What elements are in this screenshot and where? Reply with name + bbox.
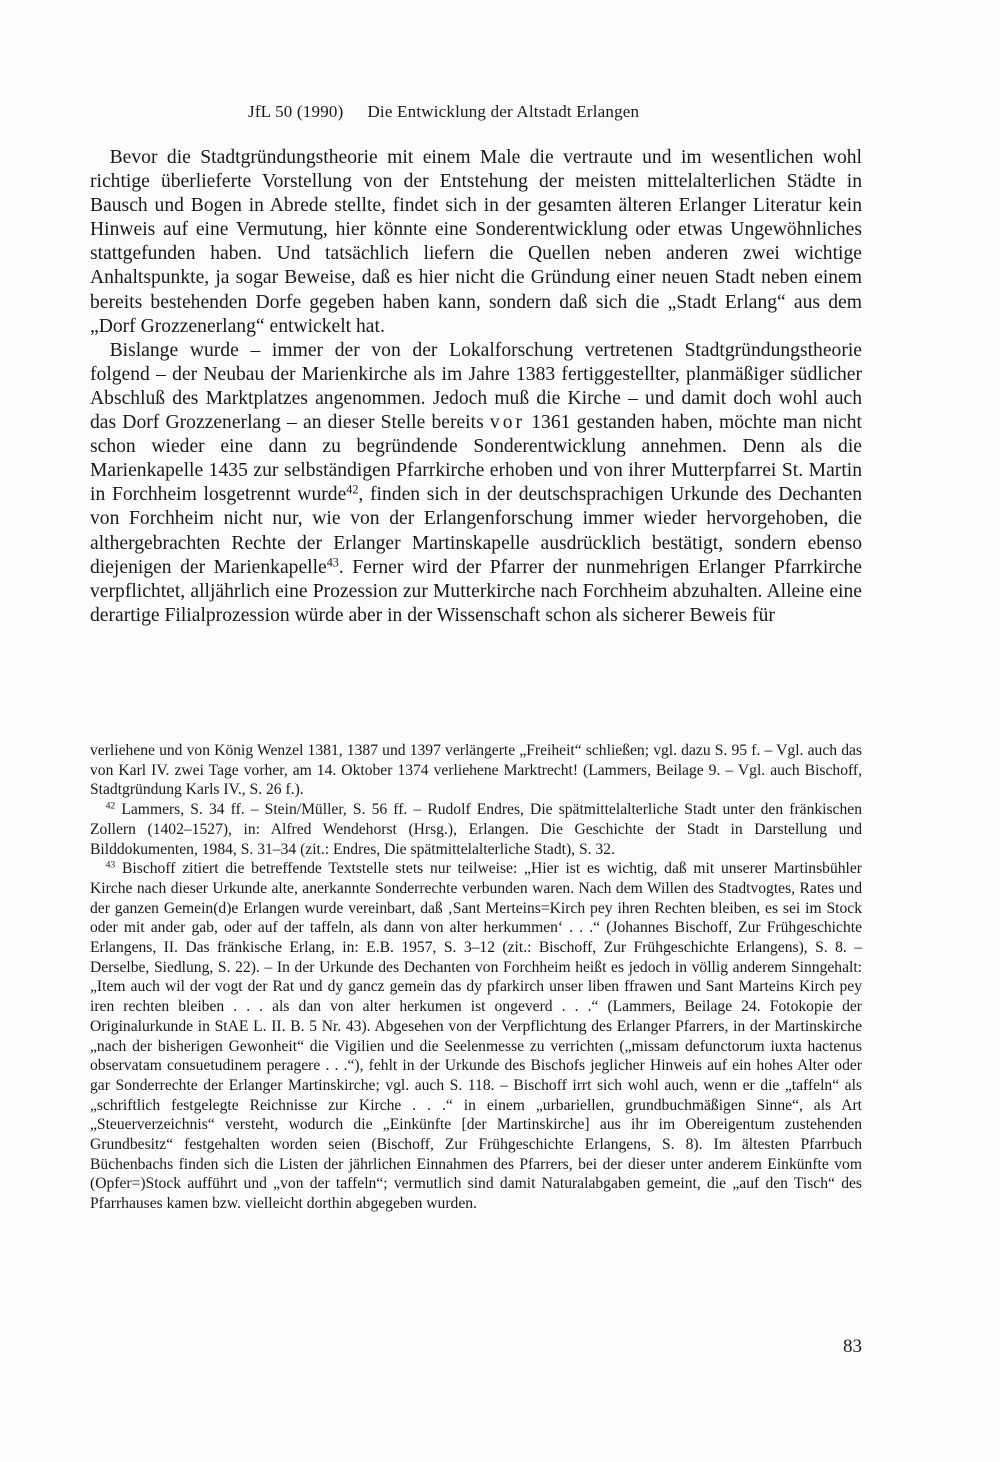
footnote-43-number: 43 (105, 859, 116, 871)
paragraph-1 (90, 146, 862, 339)
article-title: Die Entwicklung der Altstadt Erlangen (367, 102, 640, 121)
footnote-43-text: Bischoff zitiert die betreffende Textstelle stets nur teilweise: „Hier ist es wichtig, daß mit unserer Martinsbühler Kirche nach dieser Urkunde alte, anerkannte Sonderrechte verbunden waren. Nach dem Willen des Stadtvogtes, Rates und der ganzen Gemein(d)e Erlangen wurde vereinbart, daß ‚Sant Merteins=Kirch pey ihren Rechten bleiben, es sei im Stock oder mit ander gab, oder auf der taffeln, als dann von alter herkummen‘ . . .“ (Johannes Bischoff, Zur Frühgeschichte Erlangens, II. Das fränkische Erlang, in: E.B. 1957, S. 3–12 (zit.: Bischoff, Zur Frühgeschichte Erlangens), S. 8. – Derselbe, Siedlung, S. 22). – In der Urkunde des Dechanten von Forchheim heißt es jedoch in völlig anderem Sinngehalt: „Item auch wil der vogt der Rat und dy gancz gemein das dy pfarkirch unser liben ffrawen und Sant Marteins Kirch pey iren rechten bleiben . . . als dan von alter herkumen ist ongeverd . . .“ (Lammers, Beilage 24. Fotokopie der Originalurkunde in StAE L. II. B. 5 Nr. 43). Abgesehen von der Verpflichtung des Erlanger Pfarrers, in der Martinskirche „nach der bisherigen Gewonheit“ die Vigilien und die Seelenmesse zu verrichten („missam defunctorum iuxta hactenus observatam consuetudinem peragere . . .“), fehlt in der Urkunde des Bischofs jeglicher Hinweis auf ein hohes Alter oder gar Sonderrechte der Erlanger Martinskirche; vgl. auch S. 118. – Bischoff irrt sich wohl auch, wenn er die „taffeln“ als „schriftlich festgelegte Reichnisse zur Kirche . . .“ in einem „urbariellen, grundbuchmäßigen Sinne“, als Art „Steuerverzeichnis“ versteht, wodurch die „Einkünfte [der Martinskirche] aus ihr im Obereigentum zustehenden Grundbesitz“ festgehalten worden seien (Bischoff, Zur Frühgeschichte Erlangens, S. 8). Im ältesten Pfarrbuch Büchenbachs finden sich die Listen der jährlichen Einnahmen des Pfarrers, bei der dieser unter anderem Einkünfte vom (Opfer=)Stock aufführt und „von der taffeln“; vermutlich sind damit Naturalabgaben gemeint, die „auf den Tisch“ des Pfarrhauses kamen bzw. vielleicht dorthin abgegeben wurden. (90, 860, 862, 1213)
main-text (90, 146, 862, 628)
footnote-ref-42: 42 (346, 482, 359, 497)
paragraph-2 (90, 339, 862, 628)
page-number: 83 (843, 1336, 862, 1357)
emphasis-vor: vor (489, 412, 526, 434)
footnote-42 (90, 800, 862, 859)
paragraph-2-text-b: 1361 gestanden haben, möchte man nicht schon wieder eine dann zu begründende Sonderentwicklung annehmen. Denn als die Marienkapelle 1435 zur selbständigen Pfarrkirche erhoben und von ihrer Mutterpfarrei St. Martin in Forchheim losgetrennt wurde (90, 412, 862, 506)
footnote-ref-43: 43 (326, 554, 339, 569)
footnote-43 (90, 859, 862, 1214)
footnotes (90, 741, 862, 1214)
footnote-continuation: verliehene und von König Wenzel 1381, 1387 und 1397 verlängerte „Freiheit“ schließen; vgl. dazu S. 95 f. – Vgl. auch das von Karl IV. zwei Tage vorher, am 14. Oktober 1374 verliehene Marktrecht! (Lammers, Beilage 9. – Vgl. auch Bischoff, Stadtgründung Karls IV., S. 26 f.). (90, 742, 862, 799)
paragraph-2-text-a: Bislange wurde – immer der von der Lokalforschung vertretenen Stadtgründungstheorie folgend – der Neubau der Marienkirche als im Jahre 1383 fertiggestellter, planmäßiger südlicher Abschluß des Marktplatzes angenommen. Jedoch muß die Kirche – und damit doch wohl auch das Dorf Grozzenerlang – an dieser Stelle bereits (90, 339, 862, 434)
footnote-42-number: 42 (105, 800, 116, 812)
paragraph-2-text-c: , finden sich in der deutschsprachigen Urkunde des Dechanten von Forchheim nicht nur, wie von der Erlangenforschung immer wieder hervorgehoben, die althergebrachten Rechte der Erlanger Martinskapelle ausdrücklich bestätigt, sondern ebenso diejenigen der Marienkapelle (90, 484, 863, 578)
running-header (248, 102, 639, 122)
paragraph-1-text: Bevor die Stadtgründungstheorie mit einem Male die vertraute und im wesentlichen wohl richtige überlieferte Vorstellung von der Entstehung der meisten mittelalterlichen Städte in Bausch und Bogen in Abrede stellte, findet sich in der gesamten älteren Erlanger Literatur kein Hinweis auf eine Vermutung, hier könnte eine Sonderentwicklung oder etwas Ungewöhnliches stattgefunden haben. Und tatsächlich liefern die Quellen neben anderen zwei wichtige Anhaltspunkte, ja sogar Beweise, daß es hier nicht die Gründung einer neuen Stadt neben einem bereits bestehenden Dorfe gegeben haben kann, sondern daß sich die „Stadt Erlang“ aus dem „Dorf Grozzenerlang“ entwickelt hat. (90, 147, 862, 337)
paragraph-2-text-d: . Ferner wird der Pfarrer der nunmehrigen Erlanger Pfarrkirche verpflichtet, alljährlich eine Prozession zur Mutterkirche nach Forchheim abzuhalten. Alleine eine derartige Filialprozession würde aber in der Wissenschaft schon als sicherer Beweis für (90, 556, 862, 626)
journal-reference: JfL 50 (1990) (248, 102, 344, 121)
footnote-42-text: Lammers, S. 34 ff. – Stein/Müller, S. 56 ff. – Rudolf Endres, Die spätmittelalterliche Stadt unter den fränkischen Zollern (1402–1527), in: Alfred Wendehorst (Hrsg.), Erlangen. Die Geschichte der Stadt in Darstellung und Bilddokumenten, 1984, S. 31–34 (zit.: Endres, Die spätmittelalterliche Stadt), S. 32. (90, 801, 862, 858)
